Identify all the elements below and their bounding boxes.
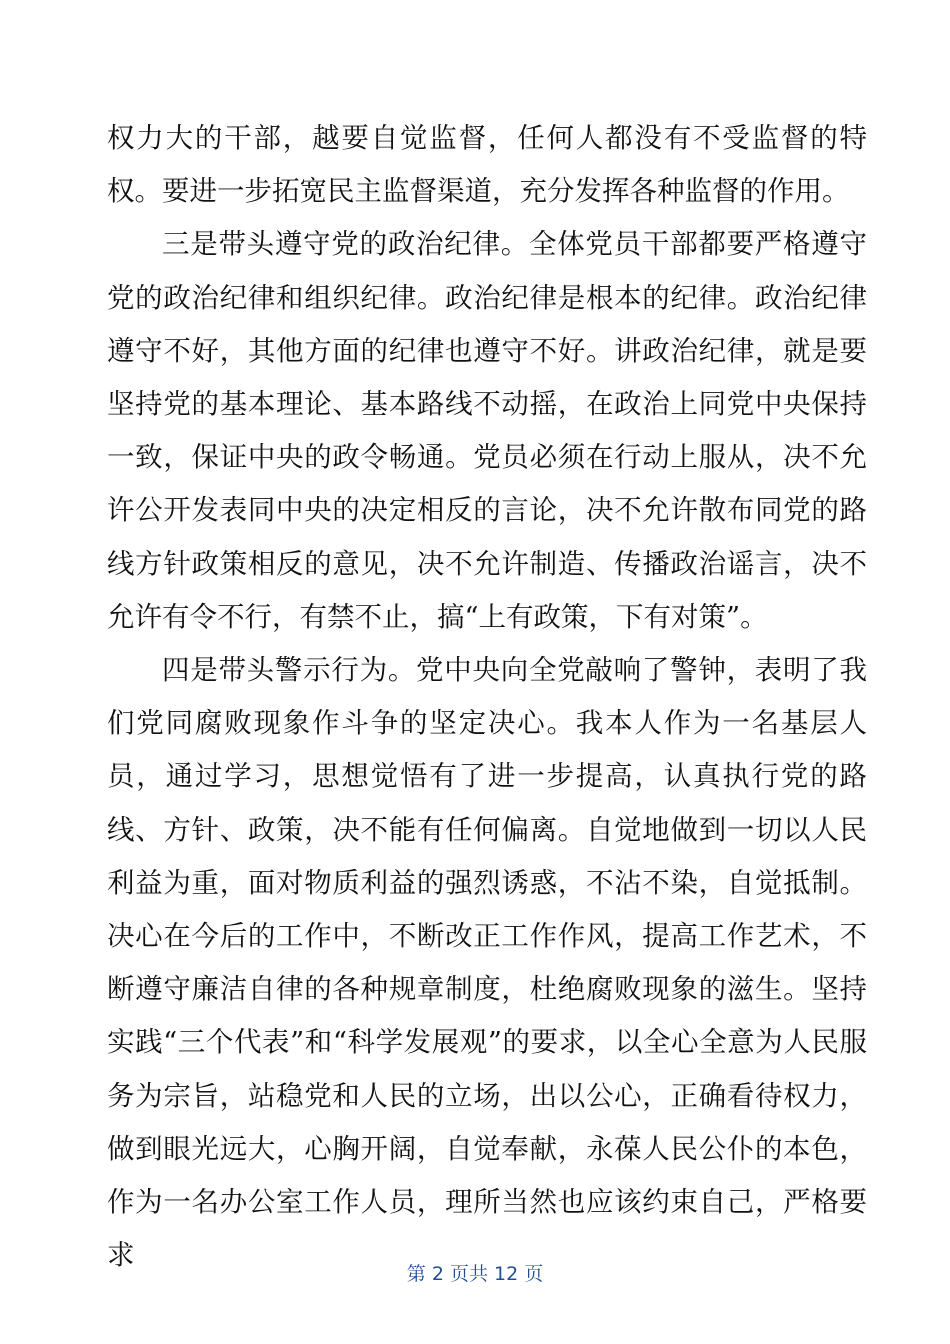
document-body [107, 112, 867, 1282]
page-number-footer: 第 2 页共 12 页 [406, 1263, 544, 1285]
paragraph-2: 三是带头遵守党的政治纪律。全体党员干部都要严格遵守党的政治纪律和组织纪律。政治纪律是根本的纪律。政治纪律遵守不好，其他方面的纪律也遵守不好。讲政治纪律，就是要坚持党的基本理论、基本路线不动摇，在政治上同党中央保持一致，保证中央的政令畅通。党员必须在行动上服从，决不允许公开发表同中央的决定相反的言论，决不允许散布同党的路线方针政策相反的意见，决不允许制造、传播政治谣言，决不允许有令不行，有禁不止，搞“上有政策，下有对策”。 [107, 228, 867, 633]
paragraph-1: 权力大的干部，越要自觉监督，任何人都没有不受监督的特权。要进一步拓宽民主监督渠道，充分发挥各种监督的作用。 [107, 122, 867, 208]
paragraph-3: 四是带头警示行为。党中央向全党敲响了警钟，表明了我们党同腐败现象作斗争的坚定决心。我本人作为一名基层人员，通过学习，思想觉悟有了进一步提高，认真执行党的路线、方针、政策，决不能有任何偏离。自觉地做到一切以人民利益为重，面对物质利益的强烈诱惑，不沾不染，自觉抵制。决心在今后的工作中，不断改正工作作风，提高工作艺术，不断遵守廉洁自律的各种规章制度，杜绝腐败现象的滋生。坚持实践“三个代表”和“科学发展观”的要求，以全心全意为人民服务为宗旨，站稳党和人民的立场，出以公心，正确看待权力，做到眼光远大，心胸开阔，自觉奉献，永葆人民公仆的本色，作为一名办公室工作人员，理所当然也应该约束自己，严格要求 [107, 654, 867, 1272]
